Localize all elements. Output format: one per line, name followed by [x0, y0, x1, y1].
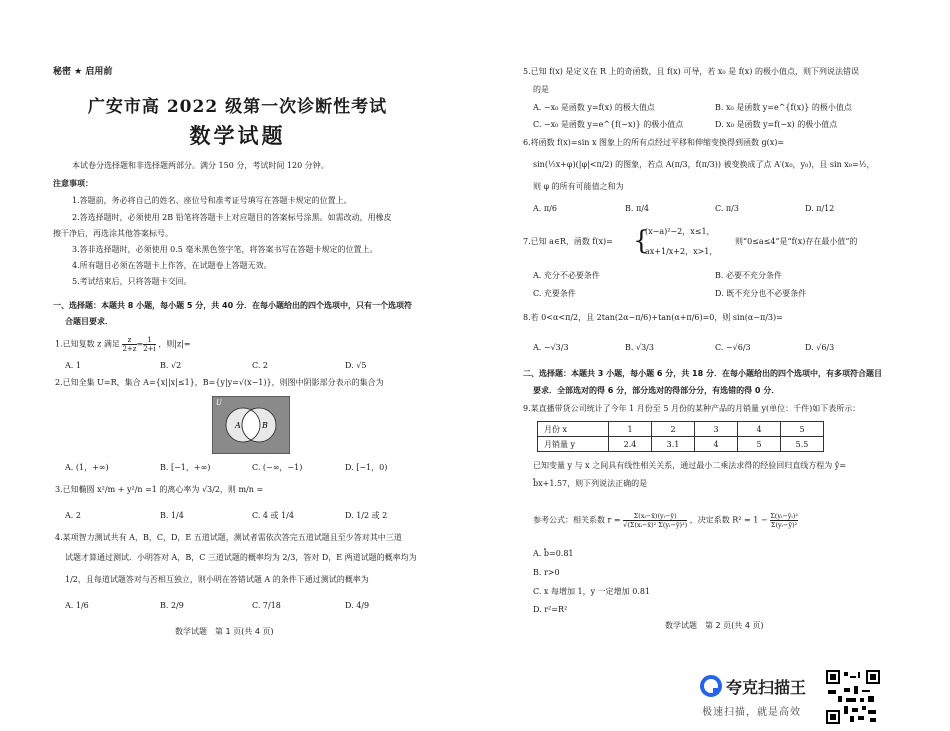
question-6: 6.将函数 f(x)=sin x 图象上的所有点经过平移和伸缩变换得到函数 g(x)= [523, 138, 785, 147]
table-cell: 5 [781, 422, 824, 437]
option-c: C. (−∞，−1) [252, 463, 303, 472]
page-footer: 数学试题 第 1 页(共 4 页) [175, 627, 274, 636]
note-item: 擦干净后，再选涂其他答案标号。 [53, 229, 173, 238]
option-c: C. 7/18 [252, 601, 281, 610]
brand-slogan: 极速扫描，就是高效 [702, 707, 801, 718]
brand-name: 夸克扫描王 [726, 678, 807, 697]
table-cell: 3.1 [652, 437, 695, 452]
question-2: 2.已知全集 U=R，集合 A={x||x|≤1}，B={y|y=√(x−1)}，则图中阴影部分表示的集合为 [55, 378, 384, 387]
option-a: A. (1，+∞) [65, 463, 109, 472]
page-footer: 数学试题 第 2 页(共 4 页) [665, 621, 764, 630]
table-cell: 5.5 [781, 437, 824, 452]
exam-title: 广安市高 2022 级第一次诊断性考试 [87, 97, 388, 117]
option-c: C. x 每增加 1，y 一定增加 0.81 [533, 587, 651, 596]
option-a: A. −x₀ 是函数 y=f(x) 的极大值点 [533, 103, 655, 112]
question-4: 试题才算通过测试．小明答对 A，B，C 三道试题的概率均为 2/3，答对 D，E 两道试题的概率均为 [65, 553, 417, 562]
option-b: B. 1/4 [160, 511, 184, 520]
venn-label-a: A [235, 421, 241, 430]
question-9: b̂x+1.57，则下列说法正确的是 [533, 479, 648, 488]
table-cell: 2.4 [609, 437, 652, 452]
option-b: B. [−1，+∞) [160, 463, 211, 472]
note-item: 5.考试结束后，只将答题卡交回。 [72, 277, 192, 286]
option-c: C. 2 [252, 361, 269, 370]
option-d: D. π/12 [805, 204, 835, 213]
question-5: 的是 [533, 85, 549, 94]
scanner-watermark [700, 673, 818, 721]
option-d: D. √6/3 [805, 343, 835, 352]
option-a: A. 充分不必要条件 [533, 271, 600, 280]
table-cell: 5 [738, 437, 781, 452]
confidential-label: 秘密 ★ 启用前 [53, 67, 113, 77]
table-cell: 1 [609, 422, 652, 437]
option-c: C. 充要条件 [533, 289, 576, 298]
option-d: D. 1/2 或 2 [345, 511, 388, 520]
option-a: A. −√3/3 [533, 343, 569, 352]
question-4: 1/2，且每道试题答对与否相互独立，则小明在答错试题 A 的条件下通过测试的概率为 [65, 575, 369, 584]
option-b: B. √2 [160, 361, 182, 370]
qr-code-icon [826, 670, 880, 724]
question-7: 则“0≤a≤4”是“f(x)存在最小值”的 [735, 237, 858, 246]
option-b: B. 2/9 [160, 601, 184, 610]
piecewise-case-2: ax+1/x+2，x>1， [645, 247, 718, 256]
question-8: 8.若 0<α<π/2，且 2tan(2α−π/6)+tan(α+π/6)=0，则 sin(α−π/3)= [523, 313, 783, 322]
table-cell: 2 [652, 422, 695, 437]
question-9: 9.某直播带货公司统计了今年 1 月份至 5 月份的某种产品的月销量 y(单位：千件)如下表所示： [523, 404, 861, 413]
notes-header: 注意事项： [53, 179, 93, 188]
option-c: C. 4 或 1/4 [252, 511, 294, 520]
option-d: D. [−1，0) [345, 463, 388, 472]
venn-label-b: B [262, 421, 268, 430]
option-a: A. 1 [65, 361, 81, 370]
question-7: 7.已知 a∈R，函数 f(x)= [523, 237, 613, 246]
note-item: 2.答选择题时，必须使用 2B 铅笔将答题卡上对应题目的答案标号涂黑。如需改动，用橡皮 [72, 213, 392, 222]
option-d: D. x₀ 是函数 y=f(−x) 的极小值点 [715, 120, 838, 129]
question-4: 4.某项智力测试共有 A，B，C，D，E 五道试题，测试者需依次答完五道试题且至少答对其中三道 [55, 533, 402, 542]
table-row [538, 437, 824, 452]
table-row [538, 422, 824, 437]
option-a: A. 1/6 [65, 601, 89, 610]
option-c: C. −√6/3 [715, 343, 751, 352]
section-2-header: 要求．全部选对的得 6 分，部分选对的得部分分，有选错的得 0 分． [533, 386, 780, 395]
quark-logo-icon [700, 675, 722, 697]
note-item: 1.答题前，务必将自己的姓名、座位号和准考证号填写在答题卡规定的位置上。 [72, 196, 352, 205]
option-b: B. π/4 [625, 204, 650, 213]
option-b: B. r>0 [533, 568, 560, 577]
section-1-header: 一、选择题：本题共 8 小题，每小题 5 分，共 40 分．在每小题给出的四个选项中，只有一个选项符 [53, 301, 412, 310]
question-3: 3.已知椭圆 x²/m + y²/n =1 的离心率为 √3/2，则 m/n = [55, 485, 264, 494]
question-1: 1.已知复数 z 满足 $\frac{z}{2+z}$ = $\frac{1}{2+i}$ ，则|z|= [55, 336, 191, 353]
venn-diagram [212, 396, 290, 454]
venn-label-u: U [216, 399, 222, 407]
option-d: D. 4/9 [345, 601, 370, 610]
determination-formula: $\frac{\text{Σ(yᵢ−ŷᵢ)²}}{\text{Σ(yᵢ−ȳ)²}}$ [770, 512, 798, 529]
option-a: A. π/6 [533, 204, 557, 213]
option-d: D. r²=R² [533, 605, 568, 614]
fraction: $\frac{z}{2+z}$ [122, 336, 137, 353]
section-1-header: 合题目要求． [65, 317, 113, 326]
sales-table [537, 421, 824, 452]
correlation-formula: $\frac{\text{Σ(xᵢ−x̄)(yᵢ−ȳ)}}{\text{√(Σ(xᵢ−x̄)² Σ(yᵢ−ȳ)²)}}$ [623, 512, 688, 529]
exam-page-2 [475, 0, 950, 731]
subject-title: 数学试题 [189, 123, 286, 148]
question-6: sin(½x+φ)(|φ|<π/2) 的图象，若点 A(π/3，f(π/3)) 被变换成了点 A′(x₀，y₀)，且 sin x₀=½， [533, 160, 875, 169]
reference-formula: 参考公式：相关系数 r = $\frac{\text{Σ(xᵢ−x̄)(yᵢ−ȳ)}}{\text{√(Σ(xᵢ−x̄)² Σ(yᵢ−ȳ)²)}}$ ，决定系数 R² = 1 − $\frac{\text{Σ(yᵢ−ŷᵢ)²}}{\text{Σ(yᵢ−ȳ)²}}$ [533, 512, 798, 529]
table-header-cell: 月份 x [538, 422, 609, 437]
table-cell: 4 [738, 422, 781, 437]
question-9: 已知变量 y 与 x 之间具有线性相关关系，通过最小二乘法求得的经验回归直线方程为 ŷ= [533, 461, 846, 470]
brace-symbol: { [633, 226, 650, 256]
intro-text: 本试卷分选择题和非选择题两部分。满分 150 分，考试时间 120 分钟。 [72, 161, 329, 170]
section-2-header: 二、选择题：本题共 3 小题，每小题 6 分，共 18 分．在每小题给出的四个选项中，有多项符合题目 [523, 369, 882, 378]
question-5: 5.已知 f(x) 是定义在 R 上的奇函数，且 f(x) 可导，若 x₀ 是 f(x) 的极小值点，则下列说法错误 [523, 67, 859, 76]
note-item: 4.所有题目必须在答题卡上作答，在试题卷上答题无效。 [72, 261, 272, 270]
option-b: B. √3/3 [625, 343, 654, 352]
option-b: B. 必要不充分条件 [715, 271, 782, 280]
table-header-cell: 月销量 y [538, 437, 609, 452]
table-cell: 4 [695, 437, 738, 452]
option-b: B. x₀ 是函数 y=e^{f(x)} 的极小值点 [715, 103, 852, 112]
fraction: $\frac{1}{2+i}$ [143, 336, 156, 353]
option-d: D. 既不充分也不必要条件 [715, 289, 807, 298]
option-a: A. 2 [65, 511, 81, 520]
note-item: 3.答非选择题时，必须使用 0.5 毫米黑色签字笔，将答案书写在答题卡规定的位置上。 [72, 245, 378, 254]
piecewise-case-1: (x−a)²−2，x≤1， [645, 227, 715, 236]
question-6: 则 φ 的所有可能值之和为 [533, 182, 624, 191]
option-a: A. b̂=0.81 [533, 549, 574, 558]
option-d: D. √5 [345, 361, 367, 370]
option-c: C. π/3 [715, 204, 739, 213]
table-cell: 3 [695, 422, 738, 437]
option-c: C. −x₀ 是函数 y=e^{f(−x)} 的极小值点 [533, 120, 684, 129]
